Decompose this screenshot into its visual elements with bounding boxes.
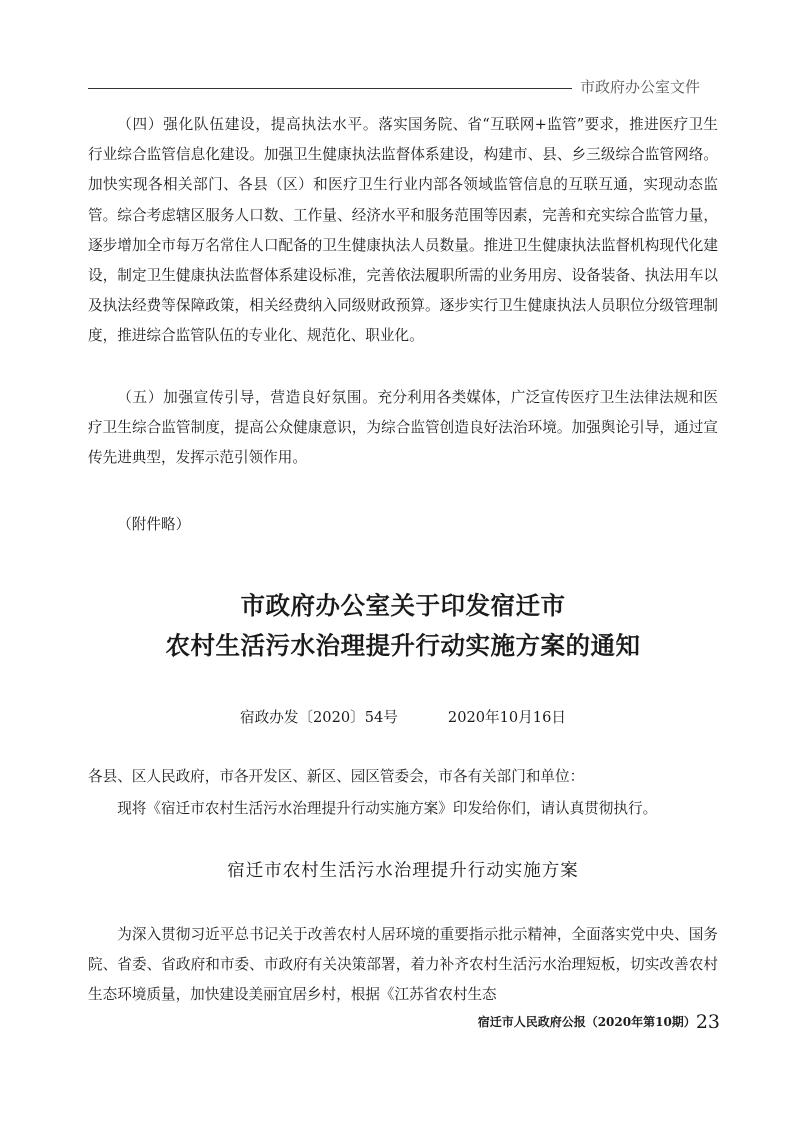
section-5-paragraph — [88, 383, 718, 474]
document-number: 宿政办发〔2020〕54号 — [240, 709, 398, 726]
plan-title: 宿迁市农村生活污水治理提升行动实施方案 — [227, 861, 579, 881]
notice-title-line-2: 农村生活污水治理提升行动实施方案的通知 — [165, 631, 641, 660]
section-4 — [88, 110, 718, 352]
document-meta — [88, 703, 718, 733]
page-number: 23 — [695, 1011, 720, 1033]
section-5-text: 充分利用各类媒体，广泛宣传医疗卫生法律法规和医疗卫生综合监管制度，提高公众健康意识，为综合监管创造良好法治环境。加强舆论引导，通过宣传先进典型，发挥示范引领作用。 — [88, 389, 718, 467]
attachment-note: （附件略） — [117, 516, 191, 533]
addressee-line: 各县、区人民政府，市各开发区、新区、园区管委会，市各有关部门和单位： — [88, 768, 585, 785]
notice-body: 现将《宿迁市农村生活污水治理提升行动实施方案》印发给你们，请认真贯彻执行。 — [117, 800, 658, 817]
page-footer — [440, 1010, 720, 1034]
header-section-label: 市政府办公室文件 — [580, 78, 701, 96]
section-4-heading: （四）强化队伍建设，提高执法水平。 — [117, 116, 379, 133]
section-5-heading: （五）加强宣传引导，营造良好氛围。 — [117, 389, 378, 406]
header-rule — [88, 88, 572, 89]
publication-name: 宿迁市人民政府公报（2020年第10期） — [477, 1015, 696, 1029]
plan-intro-paragraph: 为深入贯彻习近平总书记关于改善农村人居环境的重要指示批示精神，全面落实党中央、国务院、省委、省政府和市委、市政府有关决策部署，着力补齐农村生活污水治理短板，切实改善农村生态环境质量，加快建设美丽宜居乡村，根据《江苏省农村生态 — [88, 926, 718, 1004]
notice-title-line-1: 市政府办公室关于印发宿迁市 — [240, 591, 566, 620]
section-4-text: 落实国务院、省“互联网+监管”要求，推进医疗卫生行业综合监管信息化建设。加强卫生健康执法监督体系建设，构建市、县、乡三级综合监管网络。加快实现各相关部门、各县（区）和医疗卫生行业内部各领域监管信息的互联互通，实现动态监管。综合考虑辖区服务人口数、工作量、经济水平和服务范围等因素，完善和充实综合监管力量，逐步增加全市每万名常住人口配备的卫生健康执法人员数量。推进卫生健康执法监督机构现代化建设，制定卫生健康执法监督体系建设标准，完善依法履职所需的业务用房、设备装备、执法用车以及执法经费等保障政策，相关经费纳入同级财政预算。逐步实行卫生健康执法人员职位分级管理制度，推进综合监管队伍的专业化、规范化、职业化。 — [88, 116, 718, 345]
section-4-paragraph — [88, 110, 718, 352]
plan-intro — [88, 920, 718, 1011]
document-date: 2020年10月16日 — [447, 709, 566, 726]
section-5 — [88, 383, 718, 474]
